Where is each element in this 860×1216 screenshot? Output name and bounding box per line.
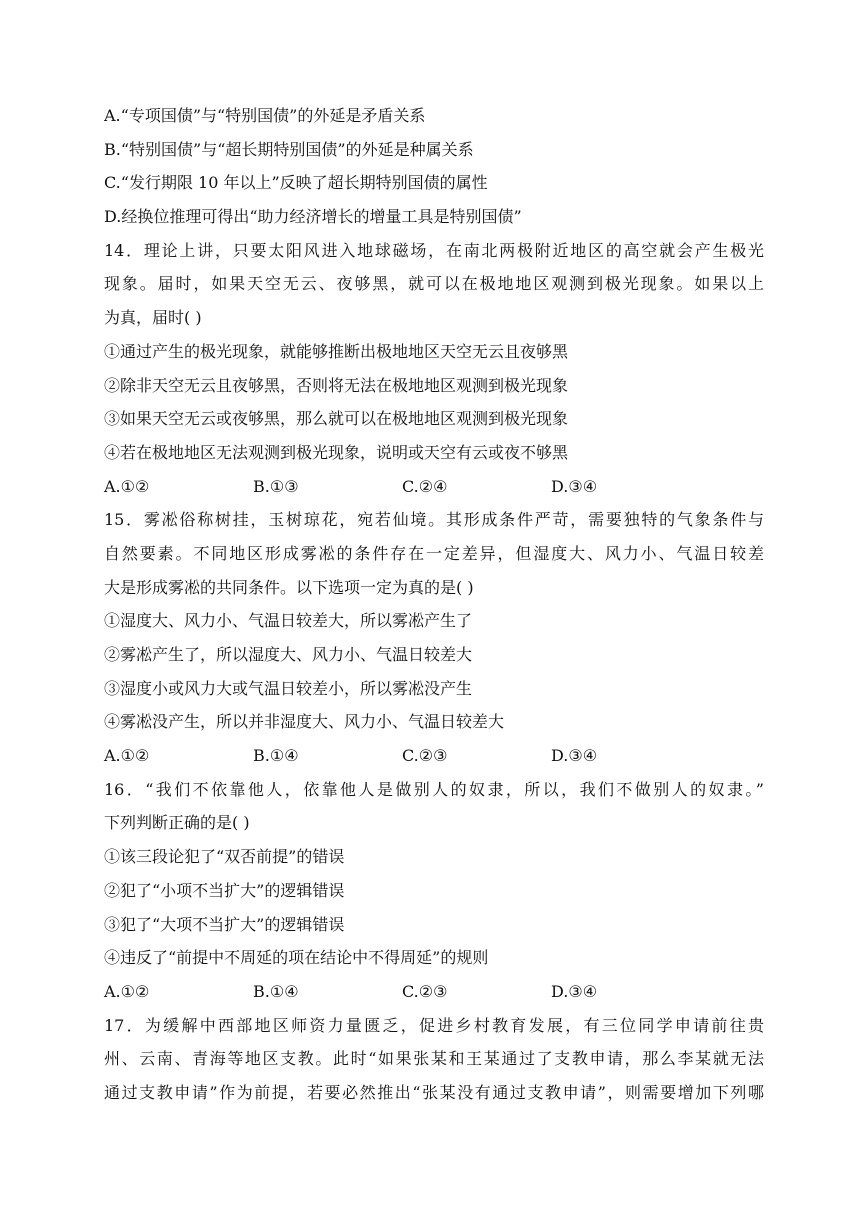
q16-item-3: ③犯了“大项不当扩大”的逻辑错误 <box>104 914 345 934</box>
q14-stem-line-2: 现象。届时，如果天空无云、夜够黑，就可以在极地地区观测到极光现象。如果以上 <box>104 274 764 294</box>
q15-item-3: ③湿度小或风力大或气温日较差小，所以雾凇没产生 <box>104 678 473 698</box>
q15-stem-line-1: 15．雾凇俗称树挂，玉树琼花，宛若仙境。其形成条件严苛，需要独特的气象条件与 <box>104 510 764 530</box>
q14-stem-line-3: 为真，届时( ) <box>104 308 202 328</box>
q15-choice-b: B.①④ <box>253 746 299 766</box>
q14-choice-d: D.③④ <box>551 476 598 496</box>
q17-stem-line-1: 17．为缓解中西部地区师资力量匮乏，促进乡村教育发展，有三位同学申请前往贵 <box>104 1015 764 1035</box>
q14-item-2: ②除非天空无云且夜够黑，否则将无法在极地地区观测到极光现象 <box>104 375 569 395</box>
q16-choice-c: C.②③ <box>402 981 448 1001</box>
q16-item-4: ④违反了“前提中不周延的项在结论中不得周延”的规则 <box>104 948 489 968</box>
q14-choices <box>104 470 764 504</box>
q15-item-1: ①湿度大、风力小、气温日较差大，所以雾凇产生了 <box>104 611 473 631</box>
q16-stem-line-2: 下列判断正确的是( ) <box>104 813 250 833</box>
q16-stem-line-1: 16．“我们不依靠他人，依靠他人是做别人的奴隶，所以，我们不做别人的奴隶。” <box>104 779 764 799</box>
q16-choice-a: A.①② <box>104 981 150 1001</box>
q13-option-c: C.“发行期限 10 年以上”反映了超长期特别国债的属性 <box>104 173 488 193</box>
q13-options <box>104 99 764 234</box>
q14-stem-line-1: 14．理论上讲，只要太阳风进入地球磁场，在南北两极附近地区的高空就会产生极光 <box>104 240 764 260</box>
q15-stem-line-3: 大是形成雾凇的共同条件。以下选项一定为真的是( ) <box>104 577 474 597</box>
q14-choice-c: C.②④ <box>402 476 448 496</box>
q16-choice-b: B.①④ <box>253 981 299 1001</box>
q15-choices <box>104 739 764 773</box>
question-16 <box>104 773 764 1009</box>
exam-page <box>104 99 764 1110</box>
question-15 <box>104 503 764 773</box>
q15-choice-a: A.①② <box>104 746 150 766</box>
q16-choices <box>104 975 764 1009</box>
q14-item-3: ③如果天空无云或夜够黑，那么就可以在极地地区观测到极光现象 <box>104 409 569 429</box>
q14-item-4: ④若在极地地区无法观测到极光现象，说明或天空有云或夜不够黑 <box>104 442 569 462</box>
q13-option-b: B.“特别国债”与“超长期特别国债”的外延是种属关系 <box>104 139 474 159</box>
q16-item-2: ②犯了“小项不当扩大”的逻辑错误 <box>104 880 345 900</box>
q15-choice-d: D.③④ <box>551 746 598 766</box>
q14-choice-a: A.①② <box>104 476 150 496</box>
question-17 <box>104 1009 764 1110</box>
q14-item-1: ①通过产生的极光现象，就能够推断出极地地区天空无云且夜够黑 <box>104 341 569 361</box>
q14-choice-b: B.①③ <box>253 476 299 496</box>
q15-item-4: ④雾凇没产生，所以并非湿度大、风力小、气温日较差大 <box>104 712 505 732</box>
q17-stem-line-3: 通过支教申请”作为前提，若要必然推出“张某没有通过支教申请”，则需要增加下列哪 <box>104 1082 764 1102</box>
question-14 <box>104 234 764 504</box>
q16-choice-d: D.③④ <box>551 981 598 1001</box>
q13-option-d: D.经换位推理可得出“助力经济增长的增量工具是特别国债” <box>104 207 522 227</box>
q15-stem-line-2: 自然要素。不同地区形成雾凇的条件存在一定差异，但湿度大、风力小、气温日较差 <box>104 543 764 563</box>
q15-item-2: ②雾凇产生了，所以湿度大、风力小、气温日较差大 <box>104 645 473 664</box>
q16-item-1: ①该三段论犯了“双否前提”的错误 <box>104 847 345 867</box>
q13-option-a: A.“专项国债”与“特别国债”的外延是矛盾关系 <box>104 106 426 125</box>
q17-stem-line-2: 州、云南、青海等地区支教。此时“如果张某和王某通过了支教申请，那么李某就无法 <box>104 1049 764 1069</box>
q15-choice-c: C.②③ <box>402 746 448 766</box>
